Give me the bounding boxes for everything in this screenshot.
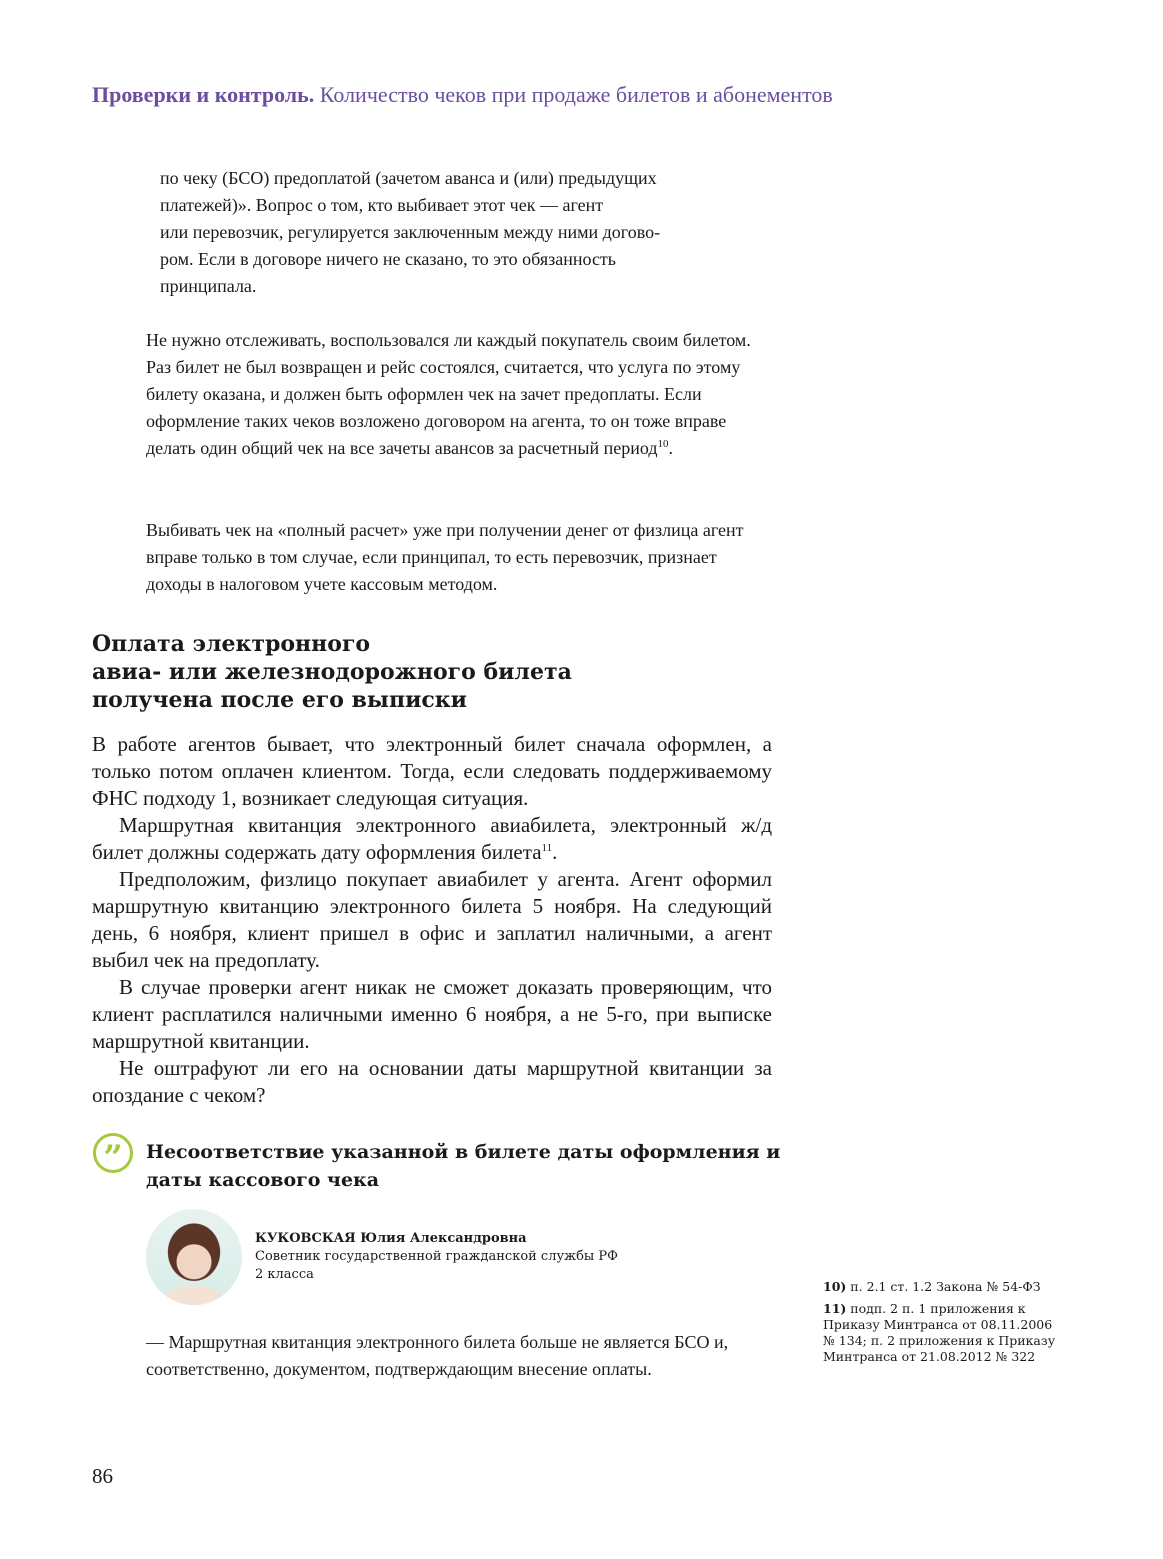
quote-line: или перевозчик, регулируется заключенным между ними догово- [160, 222, 661, 242]
quote-line: ром. Если в договоре ничего не сказано, то это обязанность [160, 249, 617, 269]
expert-position-class: 2 класса [255, 1267, 314, 1282]
footnotes [823, 1279, 1063, 1371]
section-body [92, 731, 772, 1109]
expert-quote-title: Несоответствие указанной в билете даты оформления и даты кассового чека [146, 1141, 781, 1191]
header-section: Проверки и контроль. [92, 82, 315, 107]
footnote: 11) подп. 2 п. 1 приложения к Приказу Минтранса от 08.11.2006 № 134; п. 2 приложения к Приказу Минтранса от 21.08.2012 № 322 [823, 1301, 1056, 1364]
quote-icon: ” [93, 1133, 133, 1173]
running-header [92, 82, 833, 108]
footnote: 10) п. 2.1 ст. 1.2 Закона № 54-ФЗ [823, 1279, 1041, 1294]
body-paragraph: В работе агентов бывает, что электронный билет сначала оформлен, а только потом оплачен клиентом. Тогда, если следовать поддерживаемому ФНС подходу 1, возникает следующая ситуация. [92, 732, 772, 810]
quote-line: по чеку (БСО) предоплатой (зачетом аванса и (или) предыдущих [160, 168, 657, 188]
header-subtitle: Количество чеков при продаже билетов и абонементов [319, 82, 833, 107]
paragraph-tracking: Не нужно отслеживать, воспользовался ли каждый покупатель своим билетом. Раз билет не был возвращен и рейс состоялся, считается, что услуга по этому билету оказана, и должен быть оформлен чек на зачет предоплаты. Если оформление таких чеков возложено договором на агента, то он тоже вправе делать один общий чек на все зачеты авансов за расчетный период$^{10}$. [146, 330, 751, 458]
expert-info [255, 1230, 618, 1284]
quote-block [160, 165, 760, 300]
section-title: Оплата электронного авиа- или железнодорожного билета получена после его выписки [92, 631, 572, 713]
body-paragraph: Не оштрафуют ли его на основании даты маршрутной квитанции за опоздание с чеком? [92, 1056, 772, 1107]
paragraph-full-payment: Выбивать чек на «полный расчет» уже при получении денег от физлица агент вправе только в том случае, если принципал, то есть перевозчик, признает доходы в налоговом учете кассовым методом. [146, 520, 744, 594]
avatar [146, 1209, 242, 1305]
page-number: 86 [92, 1464, 113, 1488]
body-paragraph: В случае проверки агент никак не сможет доказать проверяющим, что клиент расплатился наличными именно 6 ноября, а не 5-го, при выписке маршрутной квитанции. [92, 975, 772, 1053]
quote-line: платежей)». Вопрос о том, кто выбивает этот чек — агент [160, 195, 604, 215]
footnote-ref[interactable]: 10 [657, 438, 669, 450]
body-paragraph: Маршрутная квитанция электронного авиабилета, электронный ж/д билет должны содержать дату оформления билета$^{11}$. [92, 813, 772, 864]
expert-name: КУКОВСКАЯ Юлия Александровна [255, 1231, 527, 1246]
expert-position: Советник государственной гражданской службы РФ [255, 1249, 618, 1264]
expert-answer: — Маршрутная квитанция электронного билета больше не является БСО и, соответственно, документом, подтверждающим внесение оплаты. [146, 1332, 729, 1379]
footnote-ref[interactable]: 11 [541, 842, 553, 854]
body-paragraph: Предположим, физлицо покупает авиабилет у агента. Агент оформил маршрутную квитанцию электронного билета 5 ноября. На следующий день, 6 ноября, клиент пришел в офис и заплатил наличными, а агент выбил чек на предоплату. [92, 867, 772, 972]
quote-line: принципала. [160, 276, 257, 296]
